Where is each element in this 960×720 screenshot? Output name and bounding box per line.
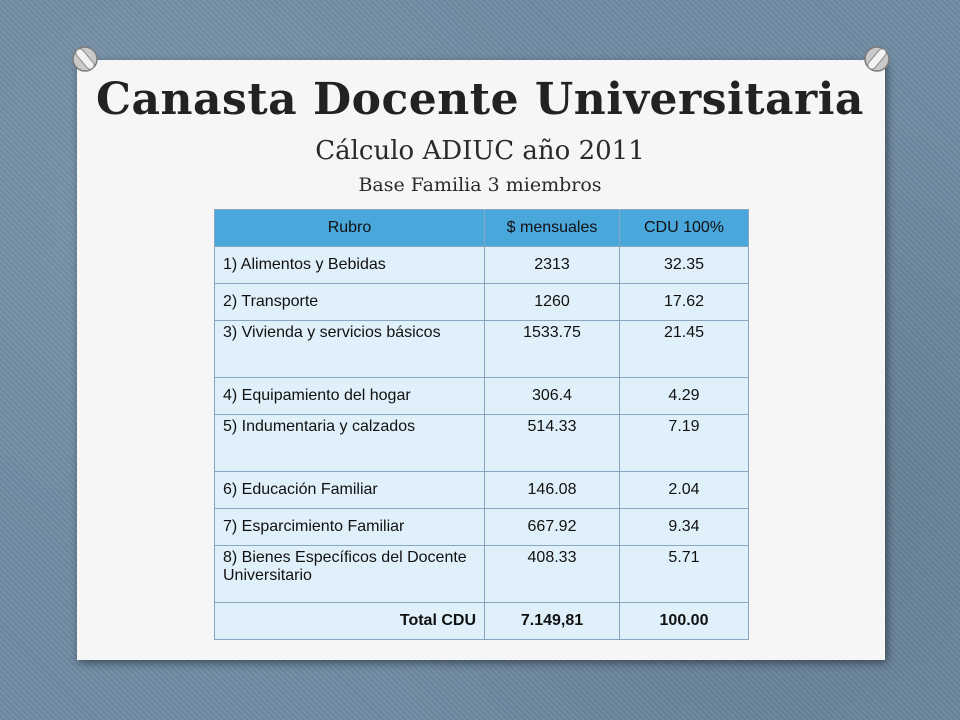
table-row (215, 247, 749, 284)
cell-cdu: 7.19 (620, 415, 749, 472)
cell-rubro: 6) Educación Familiar (215, 472, 485, 509)
cell-rubro: 2) Transporte (215, 284, 485, 321)
cell-cdu: 4.29 (620, 378, 749, 415)
slide-subtitle: Cálculo ADIUC año 2011 (315, 136, 645, 166)
total-cdu: 100.00 (620, 603, 749, 640)
cell-mensuales: 1533.75 (485, 321, 620, 378)
cell-rubro: 5) Indumentaria y calzados (215, 415, 485, 472)
pin-left-icon (70, 44, 100, 74)
pin-right-icon (862, 44, 892, 74)
slide-subtitle-base: Base Familia 3 miembros (358, 174, 602, 196)
table-row (215, 378, 749, 415)
header-mensuales: $ mensuales (485, 210, 620, 247)
cell-cdu: 9.34 (620, 509, 749, 546)
cell-cdu: 17.62 (620, 284, 749, 321)
cell-cdu: 21.45 (620, 321, 749, 378)
cell-mensuales: 408.33 (485, 546, 620, 603)
total-mensuales: 7.149,81 (485, 603, 620, 640)
table-row (215, 284, 749, 321)
header-cdu: CDU 100% (620, 210, 749, 247)
cell-cdu: 5.71 (620, 546, 749, 603)
table-row (215, 415, 749, 472)
cell-cdu: 32.35 (620, 247, 749, 284)
cell-cdu: 2.04 (620, 472, 749, 509)
cell-rubro: 7) Esparcimiento Familiar (215, 509, 485, 546)
cdu-table (214, 209, 749, 640)
cell-rubro: 1) Alimentos y Bebidas (215, 247, 485, 284)
table-row (215, 321, 749, 378)
header-rubro: Rubro (215, 210, 485, 247)
table-row (215, 546, 749, 603)
total-label: Total CDU (215, 603, 485, 640)
cell-mensuales: 667.92 (485, 509, 620, 546)
cell-mensuales: 146.08 (485, 472, 620, 509)
cell-mensuales: 306.4 (485, 378, 620, 415)
cell-rubro: 4) Equipamiento del hogar (215, 378, 485, 415)
cell-mensuales: 514.33 (485, 415, 620, 472)
slide-title: Canasta Docente Universitaria (96, 74, 864, 125)
table-row (215, 509, 749, 546)
cell-mensuales: 2313 (485, 247, 620, 284)
cell-mensuales: 1260 (485, 284, 620, 321)
table-header-row (215, 210, 749, 247)
cell-rubro: 8) Bienes Específicos del Docente Universitario (215, 546, 485, 603)
cell-rubro: 3) Vivienda y servicios básicos (215, 321, 485, 378)
total-row (215, 603, 749, 640)
table-row (215, 472, 749, 509)
